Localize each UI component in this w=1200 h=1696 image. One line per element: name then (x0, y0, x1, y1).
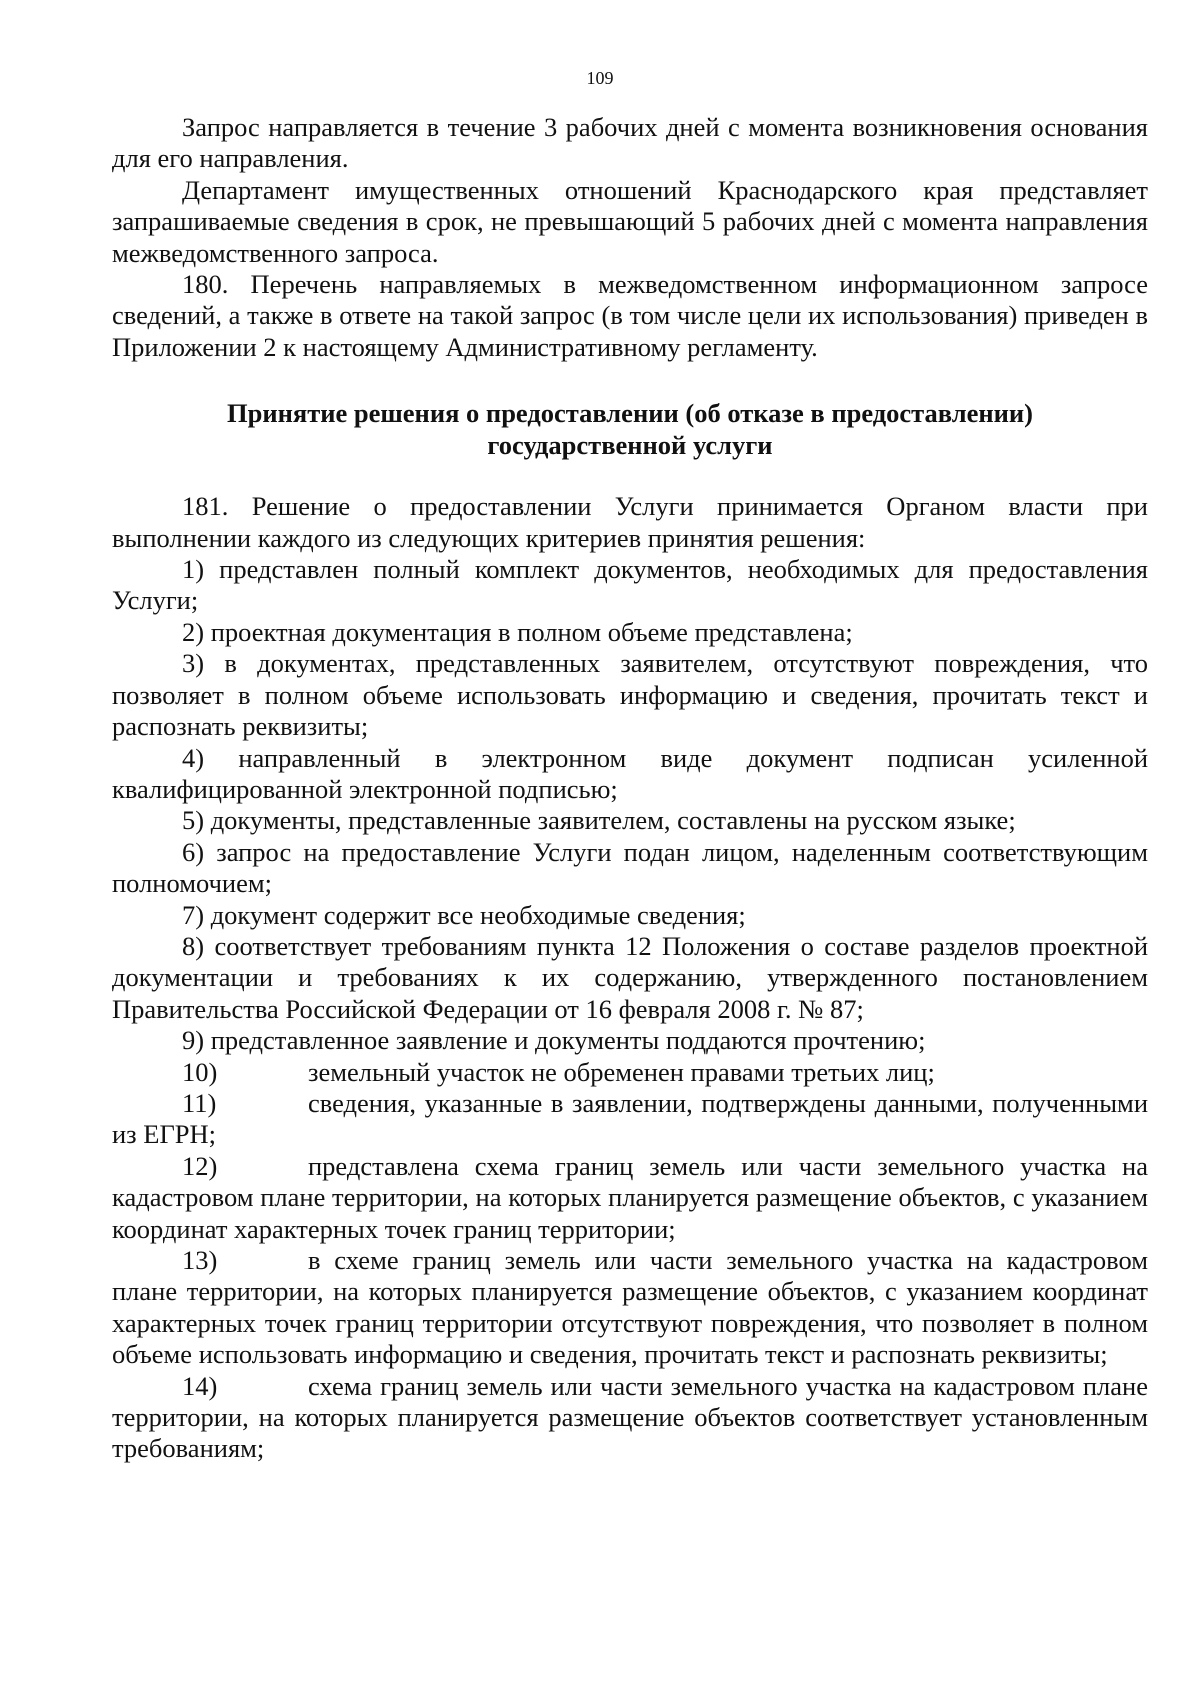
criterion-text: представленное заявление и документы поддаются прочтению; (210, 1025, 926, 1056)
section-heading (112, 397, 1148, 461)
section-heading-line-2: государственной услуги (487, 430, 773, 461)
criterion-text: в документах, представленных заявителем, отсутствуют повреждения, что позволяет в полном объеме использовать информацию и сведения, прочитать текст и распознать реквизиты; (112, 648, 1149, 742)
paragraph-181: 181. Решение о предоставлении Услуги принимается Органом власти при выполнении каждого из следующих критериев принятия решения: (112, 491, 1148, 553)
criterion-item (112, 931, 1148, 1025)
criterion-item (112, 743, 1148, 806)
criterion-item (112, 1151, 1148, 1245)
paragraph-department-response: Департамент имущественных отношений Краснодарского края представляет запрашиваемые сведения в срок, не превышающий 5 рабочих дней с момента направления межведомственного запроса. (112, 174, 1148, 268)
page-number: 109 (586, 68, 614, 88)
criterion-number: 3) (182, 648, 205, 679)
criterion-text: направленный в электронном виде документ подписан усиленной квалифицированной электронной подписью; (112, 742, 1149, 804)
criterion-number: 8) (182, 930, 205, 961)
criterion-item (112, 648, 1148, 742)
criterion-number: 11) (182, 1087, 217, 1118)
criterion-number: 1) (182, 554, 205, 585)
criterion-number: 10) (182, 1056, 218, 1087)
paragraph-180: 180. Перечень направляемых в межведомственном информационном запросе сведений, а также в ответе на такой запрос (в том числе цели их использования) приведен в Приложении 2 к настоящему Административному регламенту. (112, 269, 1148, 362)
criterion-item (112, 805, 1148, 836)
criterion-item (112, 617, 1148, 648)
criterion-number: 14) (182, 1370, 218, 1401)
criterion-number: 5) (182, 805, 205, 836)
criterion-item (112, 900, 1148, 931)
paragraph-request-timing: Запрос направляется в течение 3 рабочих дней с момента возникновения основания для его направления. (112, 112, 1148, 174)
criterion-text: схема границ земель или части земельного участка на кадастровом плане территории, на которых планируется размещение объектов соответствует установленным требованиям; (112, 1370, 1148, 1464)
criterion-text: в схеме границ земель или части земельного участка на кадастровом плане территории, на которых планируется размещение объектов, с указанием координат характерных точек границ территории отсутствуют повреждения, что позволяет в полном объеме использовать информацию и сведения, прочитать текст и распознать реквизиты; (112, 1245, 1148, 1370)
criterion-item (112, 1057, 1148, 1088)
criterion-number: 13) (182, 1245, 218, 1275)
criterion-item (112, 1371, 1148, 1465)
criterion-number: 6) (182, 836, 205, 867)
criterion-item (112, 554, 1148, 617)
criterion-number: 9) (182, 1025, 205, 1056)
criterion-text: сведения, указанные в заявлении, подтверждены данными, полученными из ЕГРН; (112, 1087, 1148, 1150)
criterion-number: 7) (182, 899, 205, 930)
criterion-item (112, 837, 1148, 900)
criterion-text: земельный участок не обременен правами третьих лиц; (308, 1056, 935, 1087)
criterion-item (112, 1025, 1148, 1056)
criterion-text: представлен полный комплект документов, необходимых для предоставления Услуги; (112, 554, 1148, 616)
criterion-text: проектная документация в полном объеме представлена; (210, 616, 853, 647)
criterion-number: 4) (182, 742, 205, 773)
criterion-text: представлена схема границ земель или части земельного участка на кадастровом плане территории, на которых планируется размещение объектов, с указанием координат характерных точек границ территории; (112, 1150, 1148, 1244)
section-heading-line-1: Принятие решения о предоставлении (об отказе в предоставлении) (227, 398, 1033, 429)
criterion-item (112, 1088, 1148, 1151)
criterion-text: соответствует требованиям пункта 12 Положения о составе разделов проектной документации и требованиях к их содержанию, утвержденного постановлением Правительства Российской Федерации от 16 февраля 2008 г. № 87; (112, 930, 1149, 1024)
criterion-number: 12) (182, 1150, 218, 1181)
criterion-number: 2) (182, 616, 205, 647)
criterion-text: документ содержит все необходимые сведения; (210, 899, 746, 930)
criterion-text: документы, представленные заявителем, составлены на русском языке; (210, 805, 1016, 836)
criterion-item (112, 1245, 1148, 1371)
document-body (112, 112, 1148, 1465)
criterion-text: запрос на предоставление Услуги подан лицом, наделенным соответствующим полномочием; (112, 836, 1148, 899)
